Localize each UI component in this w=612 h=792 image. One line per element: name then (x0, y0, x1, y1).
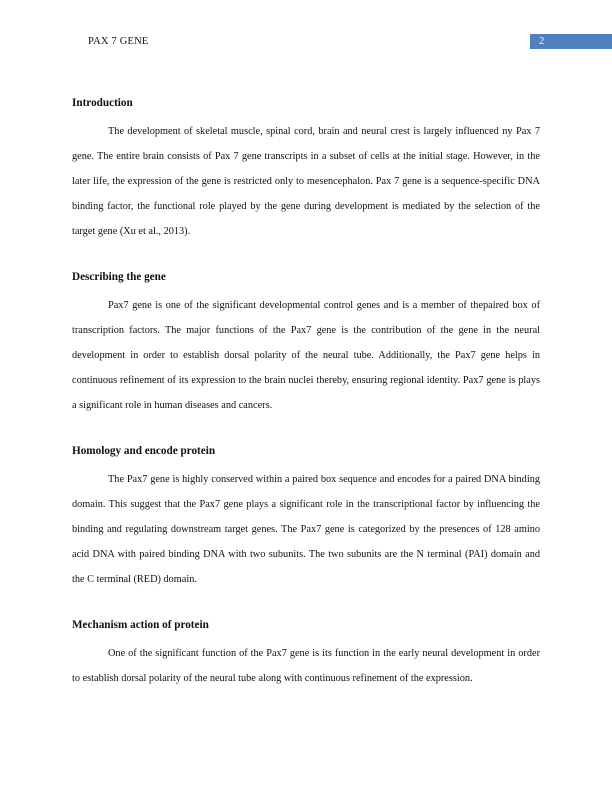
document-body (72, 96, 540, 691)
section-homology-and-encode-protein (72, 444, 540, 592)
section-heading: Introduction (72, 97, 133, 109)
section-mechanism-action-of-protein (72, 618, 540, 691)
page-number-box (530, 34, 612, 49)
section-paragraph: The Pax7 gene is highly conserved within a paired box sequence and encodes for a paired DNA binding domain. This suggest that the Pax7 gene plays a significant role in the transcriptional factor by influencing the binding and regulating downstream target genes. The Pax7 gene is categorized by the presences of 128 amino acid DNA with paired binding DNA with two subunits. The two subunits are the N terminal (PAI) domain and the C terminal (RED) domain. (72, 474, 540, 585)
section-heading: Mechanism action of protein (72, 619, 209, 631)
section-paragraph: One of the significant function of the Pax7 gene is its function in the early neural development in order to establish dorsal polarity of the neural tube along with continuous refinement of the expression. (72, 648, 540, 684)
section-paragraph: The development of skeletal muscle, spinal cord, brain and neural crest is largely influenced ny Pax 7 gene. The entire brain consists of Pax 7 gene transcripts in a subset of cells at the initial stage. However, in the later life, the expression of the gene is restricted only to mesencephalon. Pax 7 gene is a sequence-specific DNA binding factor, the functional role played by the gene during development is mediated by the selection of the target gene (Xu et al., 2013). (72, 126, 540, 237)
page-number: 2 (539, 36, 545, 47)
section-introduction (72, 96, 540, 244)
section-heading: Homology and encode protein (72, 445, 216, 457)
section-paragraph: Pax7 gene is one of the significant developmental control genes and is a member of thepaired box of transcription factors. The major functions of the Pax7 gene is the contribution of the gene in the neural development in order to establish dorsal polarity of the neural tube. Additionally, the Pax7 gene helps in continuous refinement of its expression to the brain nuclei thereby, ensuring regional identity. Pax7 gene is plays a significant role in human diseases and cancers. (72, 300, 540, 411)
section-heading: Describing the gene (72, 271, 166, 283)
running-head: PAX 7 GENE (88, 36, 149, 47)
section-describing-the-gene (72, 270, 540, 418)
